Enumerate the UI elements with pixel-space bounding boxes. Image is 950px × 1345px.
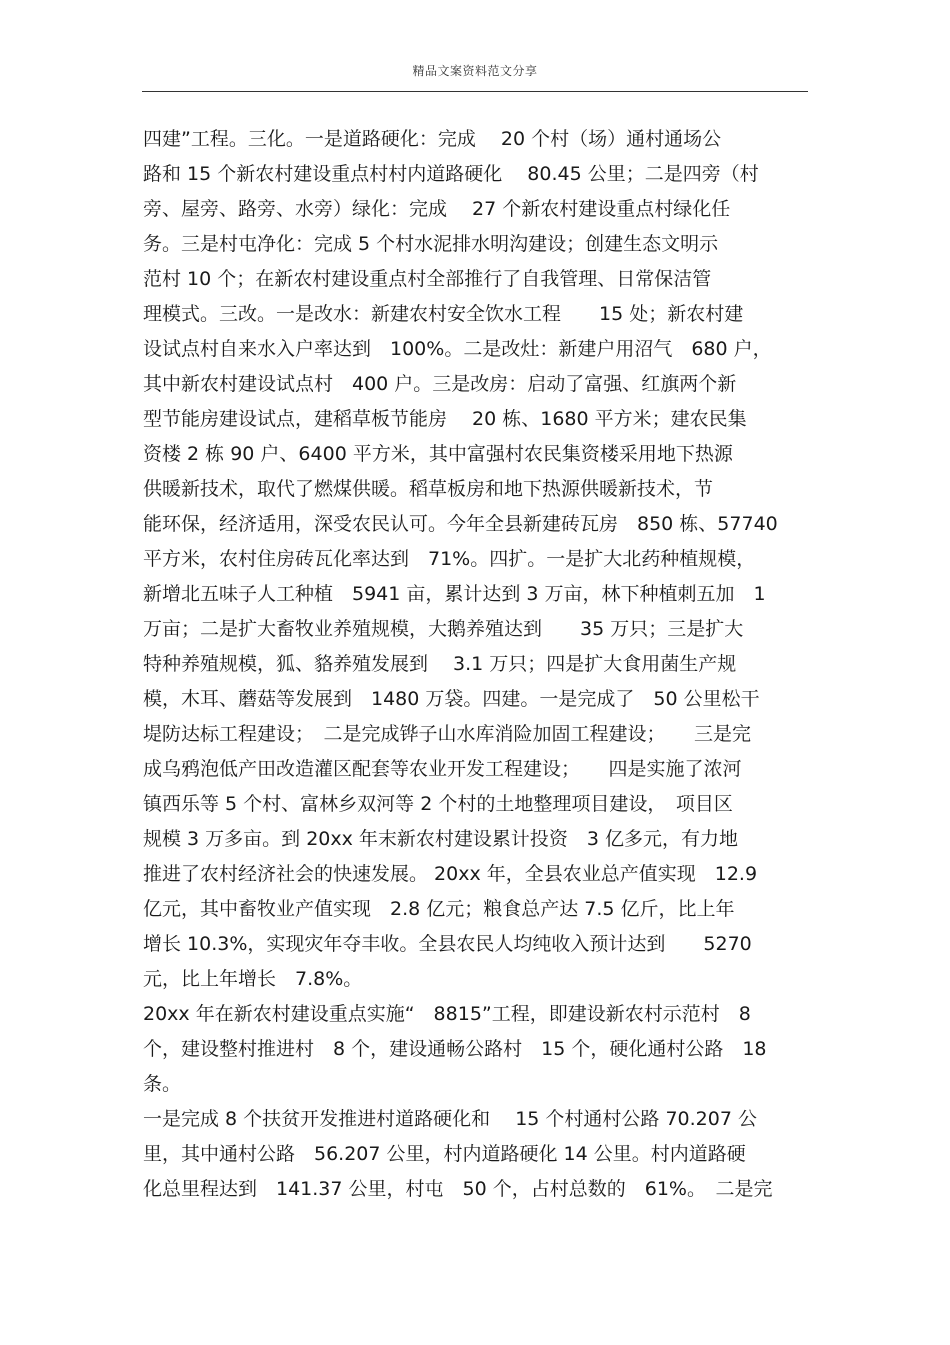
text-line: 增长 10.3%，实现灾年夺丰收。全县农民人均纯收入预计达到 5270	[143, 933, 752, 955]
text-line: 元，比上年增长 7.8%。	[143, 968, 363, 990]
text-line: 堤防达标工程建设； 二是完成铧子山水库消险加固工程建设； 三是完	[143, 723, 752, 745]
header-divider	[142, 91, 808, 92]
text-line: 旁、屋旁、路旁、水旁）绿化：完成 27 个新农村建设重点村绿化任	[143, 198, 731, 220]
text-line: 资楼 2 栋 90 户、6400 平方米，其中富强村农民集资楼采用地下热源	[143, 443, 733, 465]
body-text	[143, 122, 813, 1207]
text-line: 平方米，农村住房砖瓦化率达到 71%。四扩。一是扩大北药种植规模，	[143, 548, 756, 570]
text-line: 个，建设整村推进村 8 个，建设通畅公路村 15 个，硬化通村公路 18	[143, 1038, 767, 1060]
text-line: 范村 10 个；在新农村建设重点村全部推行了自我管理、日常保洁管	[143, 268, 712, 290]
text-line: 能环保，经济适用，深受农民认可。今年全县新建砖瓦房 850 栋、57740	[143, 513, 778, 535]
text-line: 供暖新技术，取代了燃煤供暖。稻草板房和地下热源供暖新技术，节	[143, 478, 714, 500]
text-line: 万亩；二是扩大畜牧业养殖规模，大鹅养殖达到 35 万只；三是扩大	[143, 618, 744, 640]
text-line: 20xx 年在新农村建设重点实施“ 8815”工程，即建设新农村示范村 8	[143, 1003, 751, 1025]
text-line: 亿元，其中畜牧业产值实现 2.8 亿元；粮食总产达 7.5 亿斤，比上年	[143, 898, 735, 920]
text-line: 新增北五味子人工种植 5941 亩，累计达到 3 万亩，林下种植刺五加 1	[143, 583, 766, 605]
text-line: 条。	[143, 1073, 182, 1095]
text-line: 模，木耳、蘑菇等发展到 1480 万袋。四建。一是完成了 50 公里松干	[143, 688, 760, 710]
text-line: 化总里程达到 141.37 公里，村屯 50 个，占村总数的 61%。 二是完	[143, 1178, 773, 1200]
text-line: 设试点村自来水入户率达到 100%。二是改灶：新建户用沼气 680 户，	[143, 338, 772, 360]
text-line: 特种养殖规模，狐、貉养殖发展到 3.1 万只；四是扩大食用菌生产规	[143, 653, 737, 675]
page-header: 精品文案资料范文分享	[412, 64, 538, 78]
text-line: 成乌鸦泡低产田改造灌区配套等农业开发工程建设； 四是实施了浓河	[143, 758, 742, 780]
text-line: 其中新农村建设试点村 400 户。三是改房：启动了富强、红旗两个新	[143, 373, 737, 395]
text-line: 理模式。三改。一是改水：新建农村安全饮水工程 15 处；新农村建	[143, 303, 744, 325]
text-line: 一是完成 8 个扶贫开发推进村道路硬化和 15 个村通村公路 70.207 公	[143, 1108, 757, 1130]
text-line: 推进了农村经济社会的快速发展。 20xx 年，全县农业总产值实现 12.9	[143, 863, 758, 885]
text-line: 路和 15 个新农村建设重点村村内道路硬化 80.45 公里；二是四旁（村	[143, 163, 759, 185]
text-line: 镇西乐等 5 个村、富林乡双河等 2 个村的土地整理项目建设， 项目区	[143, 793, 733, 815]
text-line: 型节能房建设试点，建稻草板节能房 20 栋、1680 平方米；建农民集	[143, 408, 747, 430]
text-line: 务。三是村屯净化：完成 5 个村水泥排水明沟建设；创建生态文明示	[143, 233, 719, 255]
text-line: 规模 3 万多亩。到 20xx 年末新农村建设累计投资 3 亿多元，有力地	[143, 828, 739, 850]
text-line: 四建”工程。三化。一是道路硬化：完成 20 个村（场）通村通场公	[143, 128, 722, 150]
text-line: 里，其中通村公路 56.207 公里，村内道路硬化 14 公里。村内道路硬	[143, 1143, 746, 1165]
